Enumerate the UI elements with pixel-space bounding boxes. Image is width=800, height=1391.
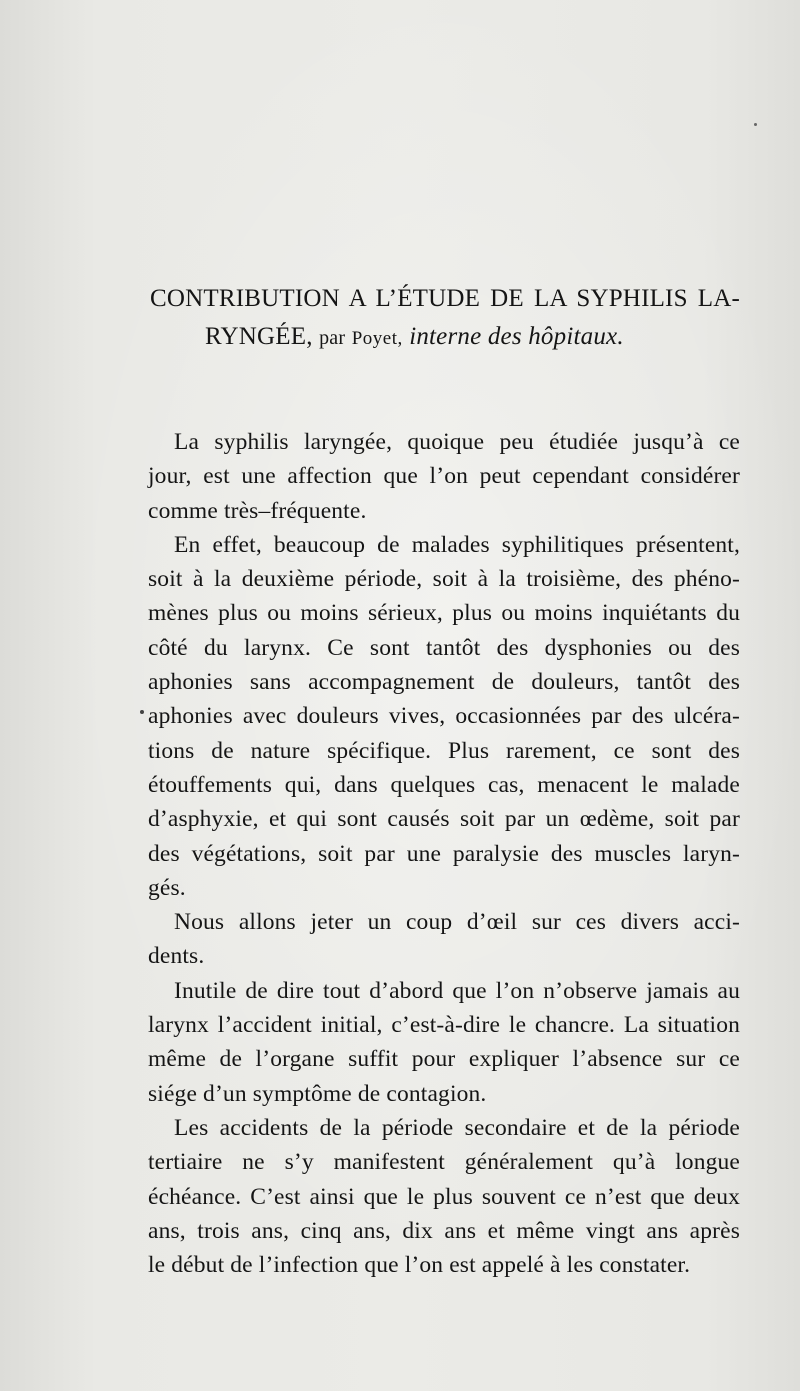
text-line: côté du larynx. Ce sont tantôt des dysphonies ou des — [148, 634, 740, 661]
text-line: siége d’un symptôme de contagion. — [148, 1080, 487, 1107]
text-line: aphonies avec douleurs vives, occasionnées par des ulcéra- — [148, 703, 740, 730]
title-par: par — [319, 327, 346, 349]
text-line: d’asphyxie, et qui sont causés soit par un œdème, soit par — [148, 806, 740, 833]
text-line: soit à la deuxième période, soit à la troisième, des phéno- — [148, 566, 740, 593]
text-line: mènes plus ou moins sérieux, plus ou moins inquiétants du — [148, 600, 740, 627]
author-name: Poyet, — [351, 328, 403, 349]
ink-speck — [754, 123, 757, 126]
paragraph — [148, 905, 740, 974]
text-line: La syphilis laryngée, quoique peu étudiée jusqu’à ce — [174, 429, 740, 455]
text-line: tions de nature spécifique. Plus rarement, ce sont des — [148, 737, 740, 764]
paragraph — [148, 528, 740, 905]
paragraph — [148, 425, 740, 528]
title-main-word: RYNGÉE, — [205, 323, 313, 350]
text-line: des végétations, soit par une paralysie des muscles laryn- — [148, 840, 740, 867]
text-line: gés. — [148, 874, 186, 901]
paragraph — [148, 1111, 740, 1282]
text-line: comme très–fréquente. — [148, 497, 367, 524]
title-line-1: CONTRIBUTION A L’ÉTUDE DE LA SYPHILIS LA- — [150, 285, 740, 312]
paragraph — [148, 974, 740, 1111]
article-title — [150, 280, 750, 358]
text-line: Les accidents de la période secondaire et de la période — [174, 1114, 740, 1141]
text-line: larynx l’accident initial, c’est-à-dire le chancre. La situation — [148, 1012, 740, 1039]
text-line: Inutile de dire tout d’abord que l’on n’observe jamais au — [174, 977, 740, 1004]
article-body — [148, 425, 740, 1282]
text-line: même de l’organe suffit pour expliquer l’absence sur ce — [148, 1046, 740, 1073]
title-line-2 — [150, 318, 750, 358]
text-line: Nous allons jeter un coup d’œil sur ces divers acci- — [174, 909, 740, 936]
author-role: interne des hôpitaux. — [409, 323, 624, 350]
ink-speck — [140, 710, 144, 714]
text-line: ans, trois ans, cinq ans, dix ans et même vingt ans après — [148, 1217, 740, 1244]
text-line: En effet, beaucoup de malades syphilitiques présentent, — [174, 531, 740, 558]
text-line: le début de l’infection que l’on est appelé à les constater. — [148, 1252, 691, 1279]
text-line: aphonies sans accompagnement de douleurs, tantôt des — [148, 669, 740, 696]
text-line: tertiaire ne s’y manifestent généralement qu’à longue — [148, 1149, 740, 1176]
text-line: jour, est une affection que l’on peut cependant considérer — [148, 463, 740, 490]
text-line: échéance. C’est ainsi que le plus souvent ce n’est que deux — [148, 1183, 740, 1210]
text-line: dents. — [148, 943, 205, 970]
text-line: étouffements qui, dans quelques cas, menacent le malade — [148, 771, 740, 798]
